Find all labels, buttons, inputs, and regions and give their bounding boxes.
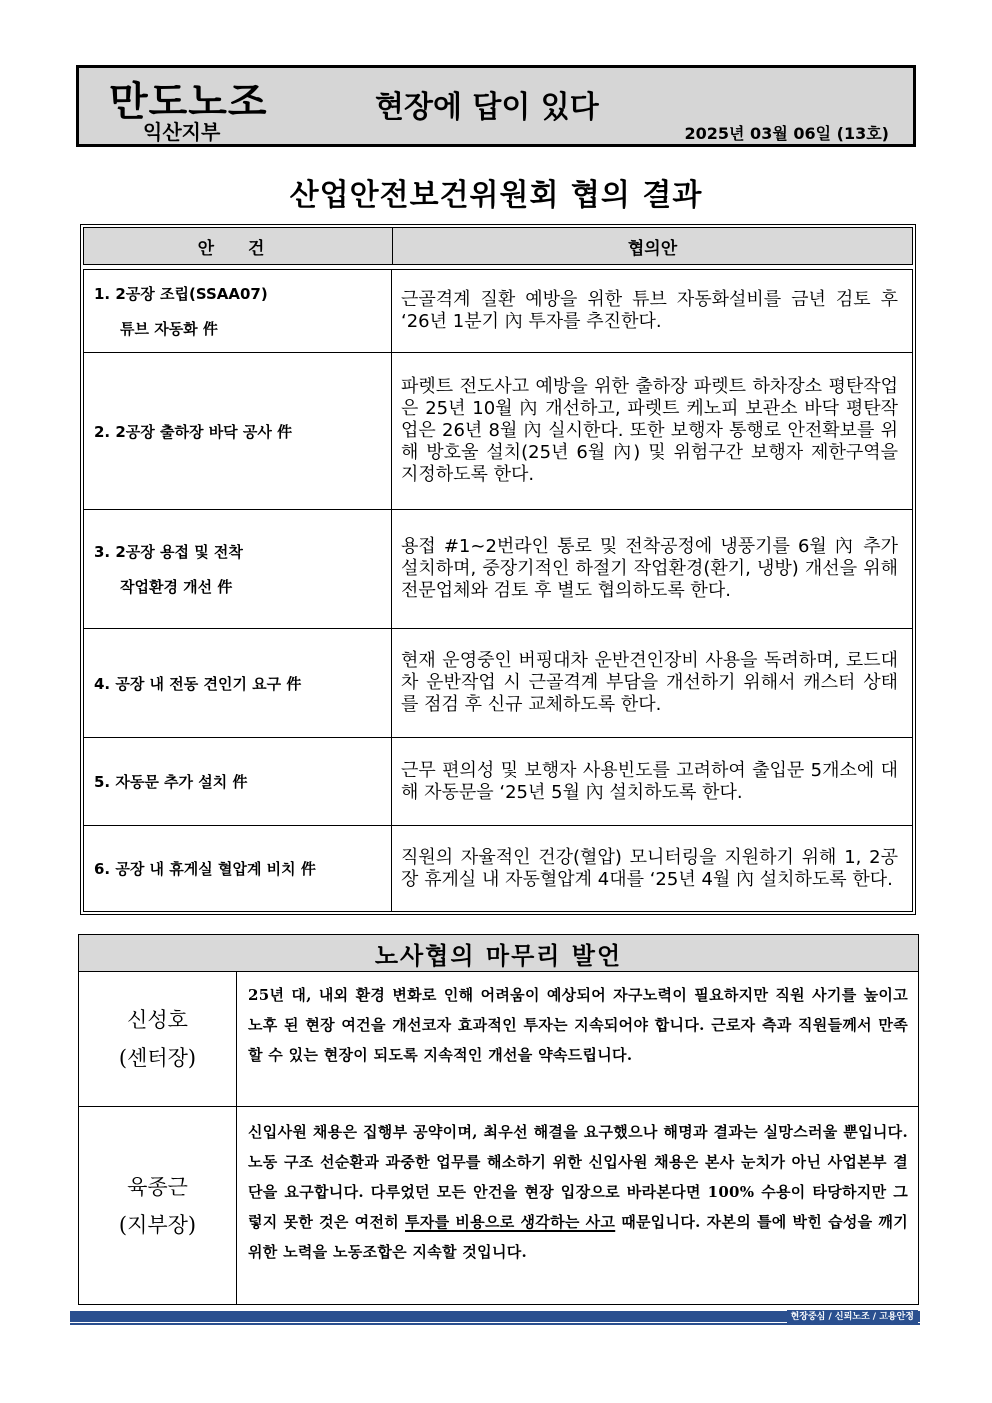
speaker-remark: [238, 1107, 918, 1304]
issue-date: 2025년 03월 06일 (13호): [684, 124, 889, 143]
result-cell: [393, 510, 912, 628]
table-row: [84, 510, 912, 629]
speaker-role: (지부장): [118, 1212, 197, 1237]
agenda-line: 3. 2공장 용접 및 전착: [94, 543, 243, 561]
union-name: 만도노조: [109, 79, 268, 125]
speaker-name: 육종근: [127, 1174, 188, 1199]
agenda-cell: [84, 353, 392, 509]
speaker-row: [79, 972, 918, 1107]
table-row: [84, 270, 912, 353]
result-text: 근골격계 질환 예방을 위한 튜브 자동화설비를 금년 검토 후 ‘26년 1분기 內 투자를 추진한다.: [401, 289, 898, 332]
speaker-role: (센터장): [118, 1046, 197, 1070]
result-text: 현재 운영중인 버핑대차 운반견인장비 사용을 독려하며, 로드대차 운반작업 시 근골격계 부담을 개선하기 위해서 캐스터 상태를 점검 후 신규 교체하도록 한다.: [401, 650, 898, 715]
result-cell: [393, 738, 912, 825]
agenda-cell: [84, 270, 392, 352]
slogan: 현장에 답이 있다: [375, 90, 599, 125]
closing-remarks-table: [78, 934, 919, 1305]
remark-text-part: 신입사원 채용은 집행부 공약이며, 최우선 해결을 요구했으나 해명과 결과는 실망스러울 뿐입니다. 노동 구조 선순환과 과중한 업무를 해소하기 위한 신입사원 채용은 본사 눈치가 아닌 사업본부 결단을 요구합니다. 다루었던 모든 안건을 현장 입장으로 바라본다면 100% 수용이 타당하지만 그렇지 못한 것은 여전히: [248, 1123, 908, 1231]
remark-underlined-phrase: 투자를 비용으로 생각하는 사고: [405, 1213, 616, 1231]
result-text: 용접 #1~2번라인 통로 및 전착공정에 냉풍기를 6월 內 추가 설치하며, 중장기적인 하절기 작업환경(환기, 냉방) 개선을 위해 전문업체와 검토 후 별도 협의하도록 한다.: [401, 536, 898, 601]
result-text: 파렛트 전도사고 예방을 위한 출하장 파렛트 하차장소 평탄작업은 25년 10월 內 개선하고, 파렛트 케노피 보관소 바닥 평탄작업은 26년 8월 內 실시한다. 또한 보행자 통행로 안전확보를 위해 방호울 설치(25년 6월 內) 및 위험구간 보행자 제한구역을 지정하도록 한다.: [401, 376, 898, 485]
result-text: 직원의 자율적인 건강(혈압) 모니터링을 지원하기 위해 1, 2공장 휴게실 내 자동혈압계 4대를 ‘25년 4월 內 설치하도록 한다.: [401, 846, 898, 890]
results-table-body: [83, 269, 913, 912]
result-cell: [393, 629, 912, 737]
agenda-line: 6. 공장 내 휴게실 혈압계 비치 件: [94, 860, 316, 878]
table-row: [84, 353, 912, 510]
results-table: [80, 224, 916, 915]
masthead: [76, 65, 916, 147]
speaker-name: 신성호: [127, 1008, 188, 1032]
agenda-cell: [84, 826, 392, 911]
speaker-remark: [238, 972, 918, 1106]
agenda-line: 튜브 자동화 件: [120, 320, 218, 338]
result-cell: [393, 270, 912, 352]
result-text: 근무 편의성 및 보행자 사용빈도를 고려하여 출입문 5개소에 대해 자동문을 ‘25년 5월 內 설치하도록 한다.: [401, 759, 898, 803]
branch-name: 익산지부: [143, 120, 221, 144]
closing-remarks-title: 노사협의 마무리 발언: [79, 935, 918, 972]
agenda-line: 작업환경 개선 件: [120, 578, 233, 596]
speaker-row: [79, 1107, 918, 1304]
table-row: [84, 629, 912, 738]
remark-text-part: 때문입니다. 자본의 틀에 박힌 습성을 깨기 위한 노력을 노동조합은 지속할 것입니다.: [248, 1213, 909, 1261]
agenda-line: 2. 2공장 출하장 바닥 공사 件: [94, 422, 293, 441]
agenda-line: 5. 자동문 추가 설치 件: [94, 773, 248, 791]
agenda-line: 1. 2공장 조립(SSAA07): [94, 285, 268, 303]
header-agenda: 안 건: [84, 228, 393, 264]
agenda-line: 4. 공장 내 전동 견인기 요구 件: [94, 674, 302, 693]
agenda-cell: [84, 629, 392, 737]
agenda-cell: [84, 738, 392, 825]
header-result: 협의안: [627, 238, 678, 259]
agenda-cell: [84, 510, 392, 628]
remark-text: [248, 1117, 908, 1267]
footer-tagline: 현장중심 / 신뢰노조 / 고용안정: [787, 1310, 918, 1324]
table-row: [84, 826, 912, 911]
speaker-cell: [79, 1107, 237, 1304]
table-row: [84, 738, 912, 826]
results-table-header: [83, 227, 913, 265]
speaker-cell: [79, 972, 237, 1106]
result-cell: [393, 353, 912, 509]
result-cell: [393, 826, 912, 911]
document-title: 산업안전보건위원회 협의 결과: [289, 178, 703, 213]
remark-text: 25년 대, 내외 환경 변화로 인해 어려움이 예상되어 자구노력이 필요하지만 직원 사기를 높이고 노후 된 현장 여건을 개선코자 효과적인 투자는 지속되어야 합니다. 근로자 측과 직원들께서 만족할 수 있는 현장이 되도록 지속적인 개선을 약속드립니다.: [248, 986, 908, 1064]
